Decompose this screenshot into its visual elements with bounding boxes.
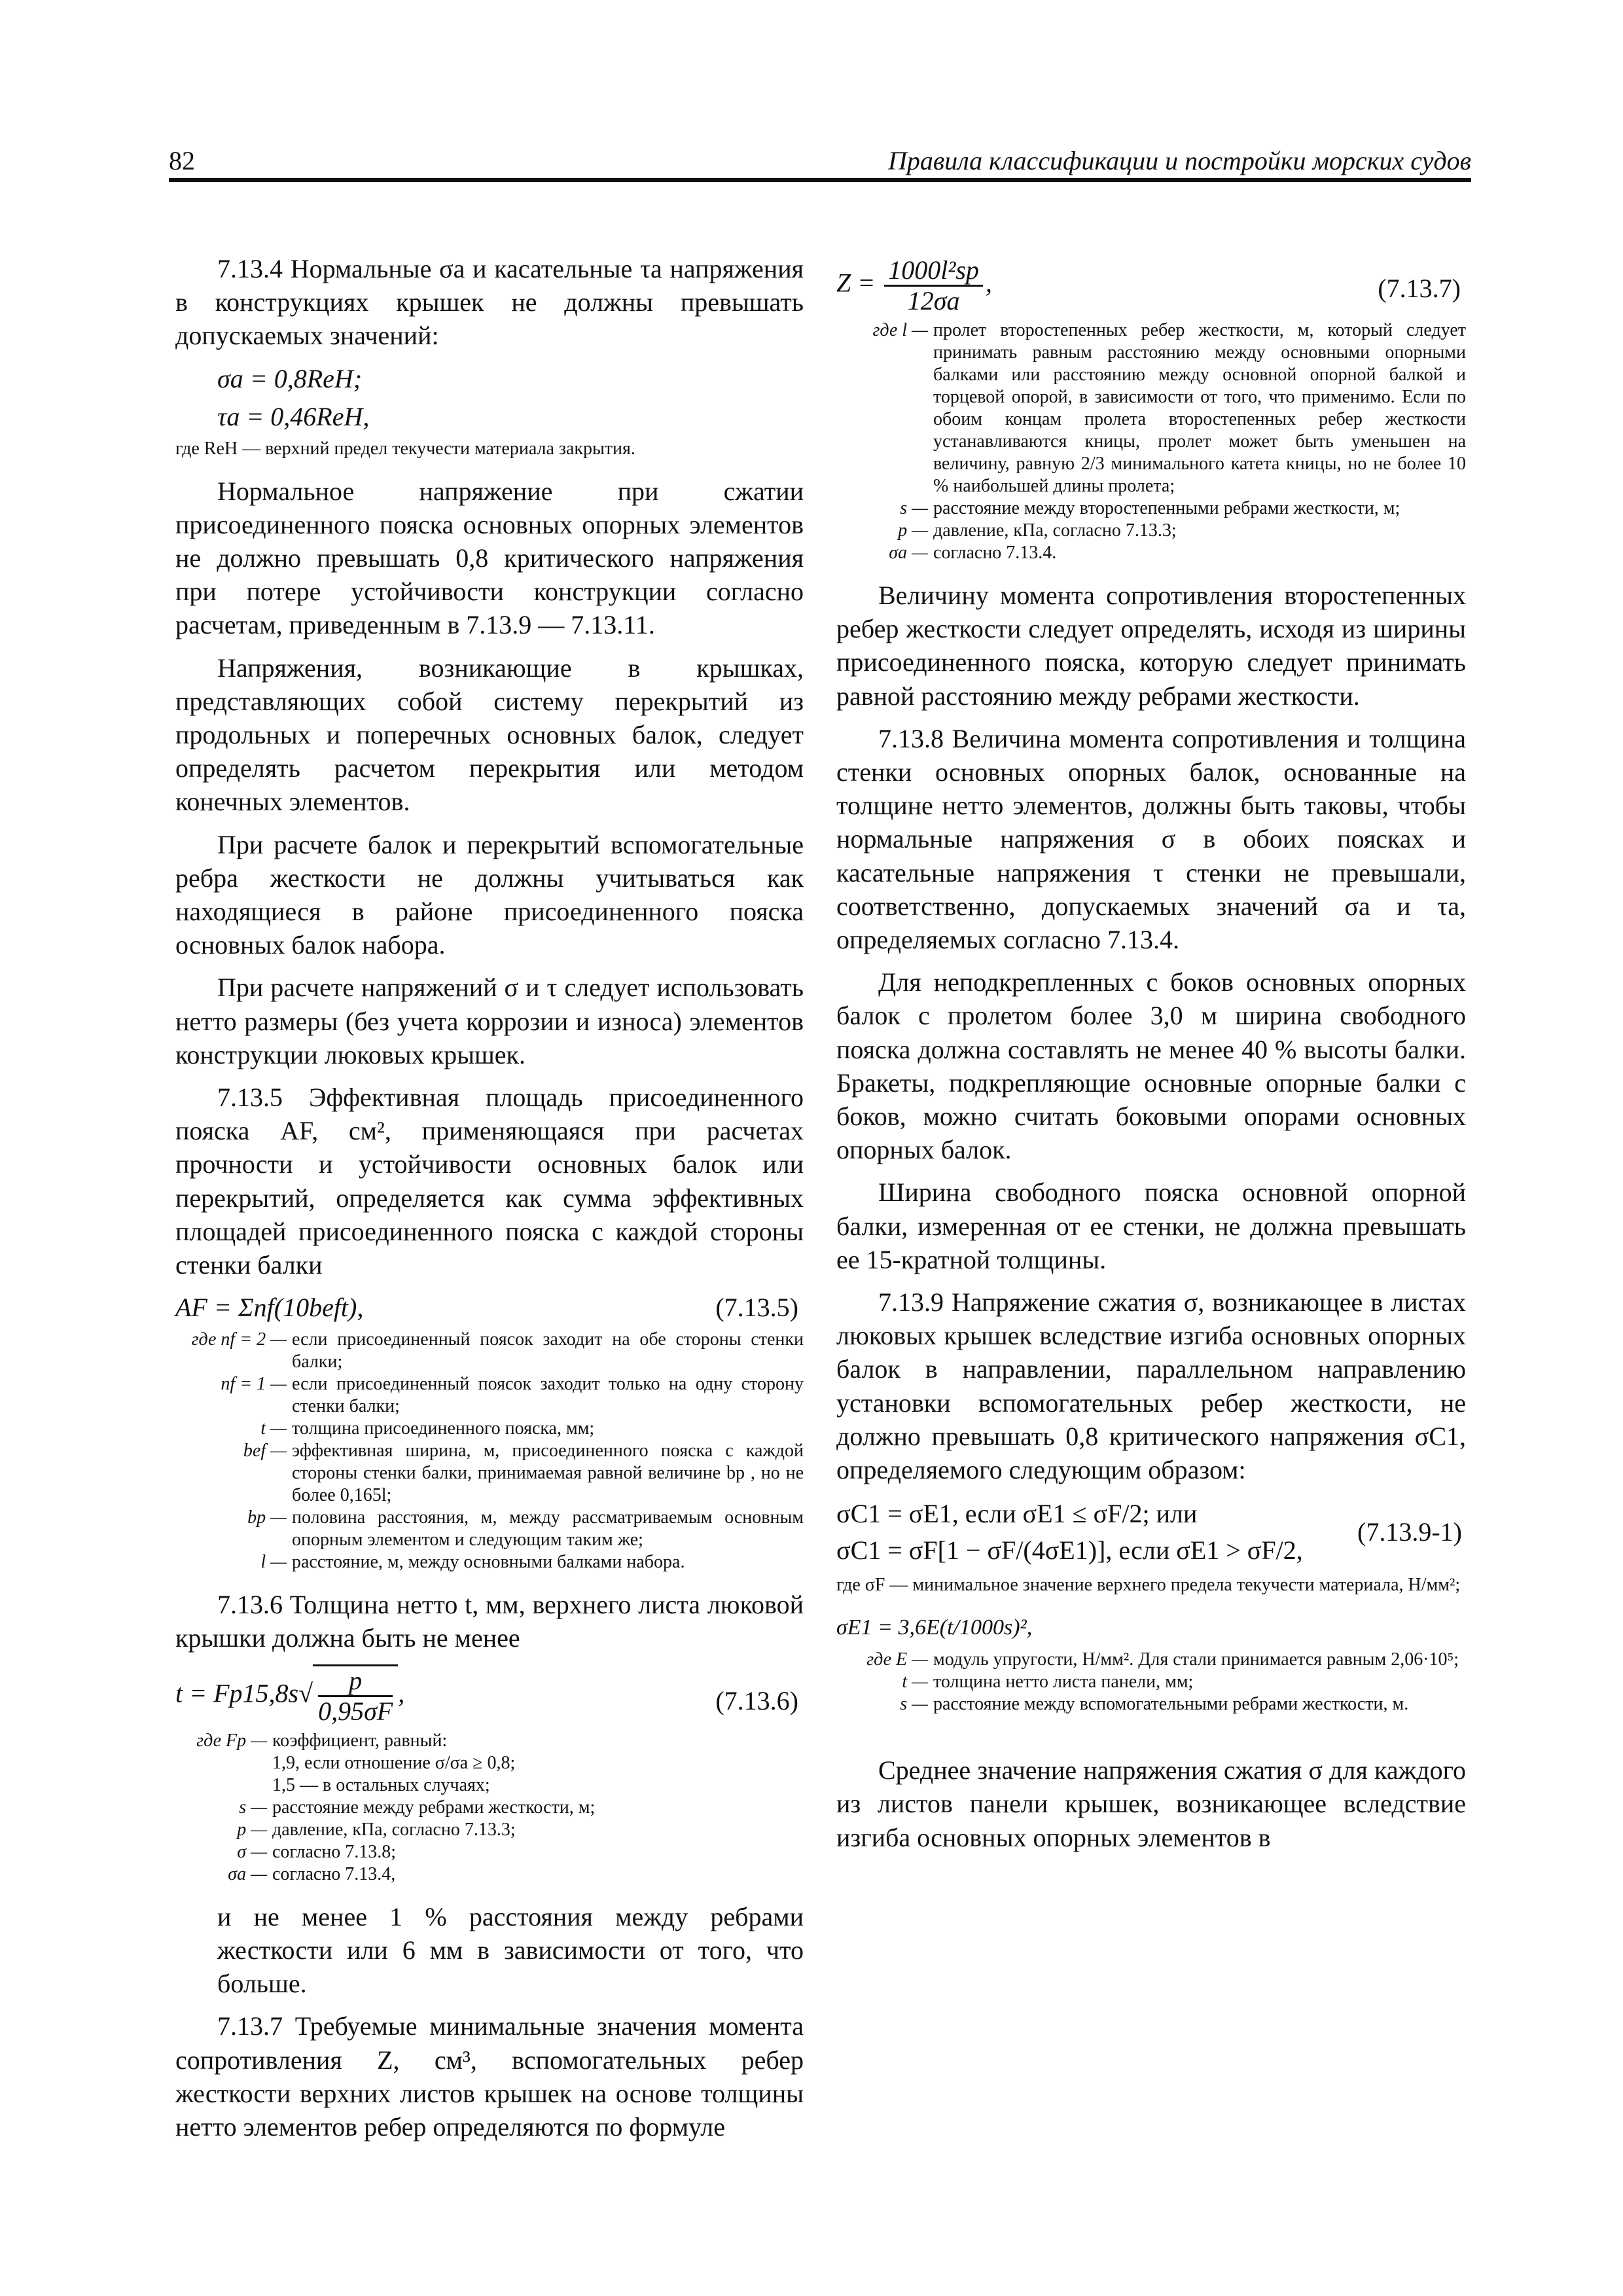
formula-body: AF = Σnf(10beft), xyxy=(175,1293,364,1323)
definition-row: где nf = 2 — если присоединенный поясок заходит на обе стороны стенки балки; xyxy=(191,1329,804,1372)
definition-row: 1,9, если отношение σ/σa ≥ 0,8; xyxy=(272,1752,516,1773)
definition-row: где Fp — коэффициент, равный: xyxy=(196,1730,448,1751)
paragraph-7-13-6: 7.13.6 Толщина нетто t, мм, верхнего листа люковой крышки должна быть не менее xyxy=(175,1590,804,1653)
left-column xyxy=(175,252,804,2153)
definition-row: nf = 1 — если присоединенный поясок заходит только на одну сторону стенки балки; xyxy=(221,1374,804,1417)
definition-row: s — расстояние между второстепенными ребрами жесткости, м; xyxy=(900,498,1400,518)
header-rule xyxy=(169,178,1471,182)
formula-7-13-7: Z = $\frac{\text{1000l²sp}}{12\sigma a}$ , (7.13.7) xyxy=(836,255,1461,315)
paragraph: Для неподкрепленных с боков основных опорных балок с пролетом более 3,0 м ширина свободного пояска должна составлять не менее 40 % высоты балки. Бракеты, подкрепляющие основные опорные балки с боков, можно считать боковыми опорами основных опорных балок. xyxy=(836,967,1466,1165)
paragraph: Нормальное напряжение при сжатии присоединенного пояска основных опорных элементов не должно превышать 0,8 критического напряжения при потере устойчивости конструкции согласно расчетам, приведенным в 7.13.9 — 7.13.11. xyxy=(175,476,804,640)
fraction-numerator: 1000l²sp xyxy=(884,256,983,287)
right-column xyxy=(836,252,1466,1863)
paragraph-7-13-8: 7.13.8 Величина момента сопротивления и толщина стенки основных опорных балок, основанные на толщине нетто элементов, должны быть таковы, чтобы нормальные напряжения σ в обоих поясках и касательные напряжения τ стенки не превышали, соответственно, допускаемых значений σa и τa, определяемых согласно 7.13.4. xyxy=(836,723,1466,955)
definitions-7-13-5 xyxy=(175,1329,804,1573)
paragraph-7-13-4: 7.13.4 Нормальные σa и касательные τa напряжения в конструкциях крышек не должны превышать допускаемых значений: xyxy=(175,254,804,351)
definition-row: bp — половина расстояния, м, между рассматриваемым основным опорным элементом и следующим таким же; xyxy=(247,1507,804,1551)
definition-row: t — толщина нетто листа панели, мм; xyxy=(902,1672,1194,1693)
definitions-sigma-e1 xyxy=(836,1649,1466,1715)
definition-row: 1,5 — в остальных случаях; xyxy=(272,1774,490,1795)
definitions-7-13-7 xyxy=(836,319,1466,564)
fraction-denominator: 12σa xyxy=(907,286,960,315)
formula-7-13-6: t = Fp15,8s√ $\frac{p}{0,95\sigma F}$ , (7.13.6) xyxy=(175,1665,798,1726)
running-title: Правила классификации и постройки морских судов xyxy=(887,146,1471,175)
page-header xyxy=(169,140,1471,179)
definition-row: σ — согласно 7.13.8; xyxy=(237,1841,397,1862)
formula-number: (7.13.7) xyxy=(1378,274,1461,303)
fraction-numerator: p xyxy=(318,1666,393,1697)
formula-number: (7.13.5) xyxy=(715,1293,798,1323)
definition-row: p — давление, кПа, согласно 7.13.3; xyxy=(898,520,1177,541)
definition-row: bef — эффективная ширина, м, присоединенного пояска с каждой стороны стенки балки, принимаемая равной величине bp , но не более 0,165l; xyxy=(243,1441,804,1506)
formula-7-13-9-1 xyxy=(836,1496,1466,1569)
formula-line-a: σC1 = σE1, если σE1 ≤ σF/2; или xyxy=(836,1499,1198,1529)
definition-row: p — давление, кПа, согласно 7.13.3; xyxy=(237,1819,516,1840)
paragraph: Среднее значение напряжения сжатия σ для каждого из листов панели крышек, возникающее вследствие изгиба основных опорных элементов в xyxy=(836,1755,1466,1852)
definitions-7-13-6 xyxy=(175,1730,804,1886)
formula-line-b: σC1 = σF[1 − σF/(4σE1)], если σE1 > σF/2, xyxy=(836,1535,1303,1566)
paragraph: Величину момента сопротивления второстепенных ребер жесткости следует определять, исходя из ширины присоединенного пояска, которую следует принимать равной расстоянию между ребрами жесткости. xyxy=(836,581,1466,711)
paragraph: При расчете напряжений σ и τ следует использовать нетто размеры (без учета коррозии и износа) элементов конструкции люковых крышек. xyxy=(175,973,804,1069)
paragraph-7-13-5: 7.13.5 Эффективная площадь присоединенного пояска AF, см², применяющаяся при расчетах прочности и устойчивости основных балок или перекрытий, определяется как сумма эффективных площадей присоединенного пояска с каждой стороны стенки балки xyxy=(175,1083,804,1280)
definition-row: где l — пролет второстепенных ребер жесткости, м, который следует принимать равным расстоянию между основными опорными балками или расстоянию между основной опорной балкой и торцевой опорой, в зависимости от того, что применимо. Если по обоим концам пролета второстепенных ребер жесткости устанавливаются кницы, пролет может быть уменьшен на величину, равную 2/3 минимального катета кницы, но не более 10 % наибольшей длины пролета; xyxy=(872,320,1466,496)
definition-row: l — расстояние, м, между основными балками набора. xyxy=(260,1552,685,1573)
formula-7-13-5 xyxy=(175,1291,804,1325)
formula-sigma-e1: σE1 = 3,6E(t/1000s)², xyxy=(836,1615,1033,1640)
formula-lhs: Z = xyxy=(836,268,876,298)
formula-tau-a: τa = 0,46ReH, xyxy=(217,401,370,431)
definition-row: s — расстояние между ребрами жесткости, м; xyxy=(239,1797,596,1818)
formula-where-reh: где ReH — верхний предел текучести материала закрытия. xyxy=(175,438,635,459)
formula-where-sigma-f: где σF — минимальное значение верхнего предела текучести материала, Н/мм²; xyxy=(836,1575,1461,1596)
definition-row: где E — модуль упругости, Н/мм². Для стали принимается равным 2,06·10⁵; xyxy=(866,1649,1459,1670)
formula-number: (7.13.6) xyxy=(715,1685,798,1715)
paragraph: Ширина свободного пояска основной опорной балки, измеренная от ее стенки, не должна превышать ее 15-кратной толщины. xyxy=(836,1177,1466,1274)
page-number: 82 xyxy=(169,146,195,175)
formula-sigma-a: σa = 0,8ReH; xyxy=(217,363,363,393)
paragraph-7-13-7: 7.13.7 Требуемые минимальные значения момента сопротивления Z, см³, вспомогательных ребер жесткости верхних листов крышек на основе толщины нетто элементов ребер определяются по формуле xyxy=(175,2011,804,2142)
paragraph: При расчете балок и перекрытий вспомогательные ребра жесткости не должны учитываться как находящиеся в районе присоединенного пояска основных балок набора. xyxy=(175,829,804,960)
paragraph-7-13-9: 7.13.9 Напряжение сжатия σ, возникающее в листах люковых крышек вследствие изгиба основных опорных балок в направлении, параллельном направлению установки вспомогательных ребер жесткости, не должно превышать 0,8 критического напряжения σC1, определяемого следующим образом: xyxy=(836,1287,1466,1485)
definition-row: σa — согласно 7.13.4. xyxy=(889,543,1057,563)
formula-lhs: t = Fp15,8s xyxy=(175,1678,299,1708)
fraction-denominator: 0,95σF xyxy=(318,1696,393,1726)
formula-number: (7.13.9-1) xyxy=(1357,1517,1462,1547)
definition-row: σa — согласно 7.13.4, xyxy=(228,1863,396,1884)
definition-row: t — толщина присоединенного пояска, мм; xyxy=(260,1418,595,1439)
paragraph: и не менее 1 % расстояния между ребрами жесткости или 6 мм в зависимости от того, что больше. xyxy=(217,1901,804,1999)
paragraph: Напряжения, возникающие в крышках, представляющих собой систему перекрытий из продольных и поперечных основных балок, следует определять расчетом перекрытия или методом конечных элементов. xyxy=(175,653,804,817)
definition-row: s — расстояние между вспомогательными ребрами жесткости, м. xyxy=(900,1694,1409,1715)
